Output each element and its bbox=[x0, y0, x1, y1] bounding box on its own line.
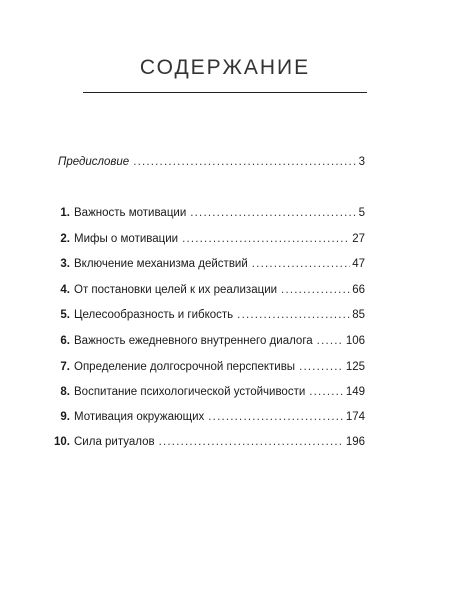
toc-entry-page: 85 bbox=[352, 309, 365, 321]
toc-entry-chapter[interactable] bbox=[52, 409, 365, 425]
toc-entry-chapter[interactable] bbox=[52, 333, 365, 349]
toc-entry-number: 1. bbox=[60, 207, 70, 219]
title-divider bbox=[83, 92, 367, 93]
toc-entry-label: От постановки целей к их реализации bbox=[74, 284, 278, 296]
toc-entry-number: 4. bbox=[60, 284, 70, 296]
toc-entry-page: 66 bbox=[352, 284, 365, 296]
toc-entry-chapter[interactable] bbox=[52, 434, 365, 450]
toc-entry-label: Предисловие bbox=[58, 156, 130, 168]
toc-entry-page: 5 bbox=[358, 207, 365, 219]
toc-entry-number: 3. bbox=[60, 258, 70, 270]
toc-entry-chapter[interactable] bbox=[52, 307, 365, 323]
dot-leader bbox=[237, 307, 350, 323]
dot-leader bbox=[182, 231, 350, 247]
toc-entry-number: 2. bbox=[60, 233, 70, 245]
dot-leader bbox=[252, 256, 350, 272]
toc-entry-number: 7. bbox=[60, 361, 70, 373]
toc-entry-label: Мотивация окружающих bbox=[74, 411, 205, 423]
dot-leader bbox=[309, 384, 344, 400]
toc-entry-page: 125 bbox=[345, 361, 365, 373]
dot-leader bbox=[299, 359, 344, 375]
toc-entry-label: Сила ритуалов bbox=[74, 436, 155, 448]
toc-entry-label: Воспитание психологической устойчивости bbox=[74, 386, 306, 398]
toc-entry-label: Важность ежедневного внутреннего диалога bbox=[74, 335, 313, 347]
toc-entry-page: 196 bbox=[345, 436, 365, 448]
dot-leader bbox=[190, 205, 356, 221]
toc-entry-page: 3 bbox=[358, 156, 365, 168]
toc-entry-number: 10. bbox=[54, 436, 70, 448]
toc-entry-label: Важность мотивации bbox=[74, 207, 187, 219]
toc-entry-number: 9. bbox=[60, 411, 70, 423]
toc-entry-chapter[interactable] bbox=[52, 359, 365, 375]
toc-entry-page: 106 bbox=[345, 335, 365, 347]
toc-entry-chapter[interactable] bbox=[52, 231, 365, 247]
toc-entry-page: 47 bbox=[352, 258, 365, 270]
toc-entry-chapter[interactable] bbox=[52, 384, 365, 400]
toc-entry-number: 8. bbox=[60, 386, 70, 398]
toc-entry-number: 6. bbox=[60, 335, 70, 347]
page-title: СОДЕРЖАНИЕ bbox=[139, 56, 311, 79]
dot-leader bbox=[133, 154, 356, 170]
toc-entry-chapter[interactable] bbox=[52, 205, 365, 221]
toc-entry-label: Мифы о мотивации bbox=[74, 233, 179, 245]
toc-entry-label: Включение механизма действий bbox=[74, 258, 248, 270]
toc-entry-page: 27 bbox=[352, 233, 365, 245]
toc-entry-preface[interactable] bbox=[52, 154, 365, 170]
dot-leader bbox=[281, 282, 350, 298]
toc-entry-page: 174 bbox=[345, 411, 365, 423]
toc-entry-page: 149 bbox=[345, 386, 365, 398]
toc-entry-label: Целесообразность и гибкость bbox=[74, 309, 234, 321]
dot-leader bbox=[317, 333, 344, 349]
toc-entry-number: 5. bbox=[60, 309, 70, 321]
dot-leader bbox=[208, 409, 344, 425]
toc-entry-label: Определение долгосрочной перспективы bbox=[74, 361, 296, 373]
toc-entry-chapter[interactable] bbox=[52, 282, 365, 298]
toc-entry-chapter[interactable] bbox=[52, 256, 365, 272]
dot-leader bbox=[159, 434, 344, 450]
